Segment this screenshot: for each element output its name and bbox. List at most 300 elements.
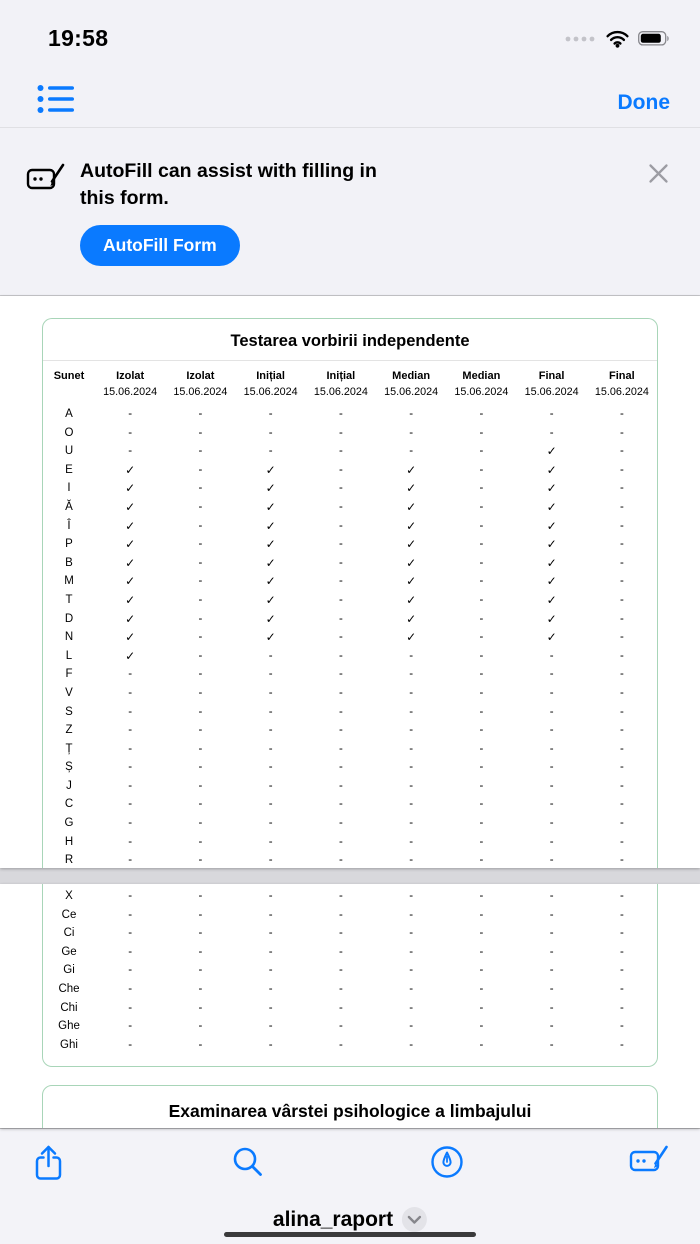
value-cell: ✓ [125, 592, 136, 607]
value-cell: - [338, 945, 343, 958]
value-cell: - [198, 445, 203, 458]
value-cell: - [128, 835, 133, 848]
search-button[interactable] [229, 1143, 266, 1180]
value-cell: - [198, 927, 203, 940]
value-cell: - [128, 1001, 133, 1014]
share-icon [30, 1143, 67, 1183]
value-cell: - [409, 890, 414, 902]
value-cell: - [479, 1038, 484, 1051]
value-cell: - [128, 908, 133, 921]
value-cell: - [619, 1038, 624, 1051]
value-cell: - [549, 426, 554, 439]
sound-cell: L [65, 649, 73, 662]
value-cell: - [409, 426, 414, 439]
value-cell: - [268, 445, 273, 458]
value-cell: - [198, 612, 203, 625]
value-cell: - [128, 705, 133, 718]
value-cell: - [479, 835, 484, 848]
value-cell: - [549, 408, 554, 420]
value-cell: - [549, 890, 554, 902]
value-cell: ✓ [265, 630, 276, 645]
value-cell: - [338, 593, 343, 606]
column-header: Izolat 15.06.2024 [173, 370, 228, 398]
value-cell: - [549, 1038, 554, 1051]
value-cell: - [338, 668, 343, 681]
value-cell: ✓ [406, 630, 417, 645]
value-cell: - [479, 908, 484, 921]
value-cell: - [619, 538, 624, 551]
value-cell: - [479, 500, 484, 513]
value-cell: - [549, 1020, 554, 1033]
value-cell: - [128, 817, 133, 830]
sound-cell: Ț [65, 742, 73, 755]
value-cell: - [268, 1020, 273, 1033]
value-cell: - [409, 742, 414, 755]
value-cell: - [198, 779, 203, 792]
table-header-row [43, 361, 657, 405]
status-bar [0, 0, 700, 54]
value-cell: - [619, 705, 624, 718]
value-cell: - [338, 482, 343, 495]
value-cell: ✓ [546, 592, 557, 607]
table-row [43, 1017, 657, 1036]
value-cell: - [409, 1001, 414, 1014]
value-cell: - [128, 854, 133, 867]
value-cell: - [198, 426, 203, 439]
sound-cell: S [65, 705, 73, 718]
value-cell: - [479, 724, 484, 737]
value-cell: - [198, 761, 203, 774]
done-button[interactable]: Done [617, 91, 670, 114]
sound-cell: P [65, 538, 73, 551]
home-indicator[interactable] [224, 1232, 476, 1238]
value-cell: - [619, 908, 624, 921]
value-cell: - [479, 817, 484, 830]
value-cell: - [268, 742, 273, 755]
value-cell: - [198, 964, 203, 977]
sound-cell: E [65, 463, 73, 476]
pdf-page-2 [0, 884, 700, 1128]
value-cell: - [409, 408, 414, 420]
value-cell: ✓ [125, 611, 136, 626]
search-icon [229, 1143, 266, 1180]
table-row [43, 924, 657, 943]
value-cell: - [338, 1038, 343, 1051]
value-cell: - [128, 445, 133, 458]
value-cell: - [198, 668, 203, 681]
value-cell: - [549, 854, 554, 867]
value-cell: - [268, 964, 273, 977]
markup-icon [428, 1143, 466, 1181]
sound-cell: F [65, 668, 73, 681]
value-cell: - [409, 964, 414, 977]
value-cell: - [619, 1020, 624, 1033]
speech-table-part2 [43, 887, 657, 1054]
sound-cell: Che [58, 982, 80, 995]
sound-cell: O [64, 426, 74, 439]
value-cell: - [198, 742, 203, 755]
value-cell: - [198, 835, 203, 848]
sound-cell: B [65, 556, 73, 569]
value-cell: ✓ [406, 574, 417, 589]
banner-close-button[interactable] [645, 160, 672, 187]
value-cell: - [198, 538, 203, 551]
value-cell: ✓ [546, 537, 557, 552]
value-cell: - [479, 575, 484, 588]
value-cell: - [479, 945, 484, 958]
value-cell: - [338, 649, 343, 662]
status-time: 19:58 [48, 25, 109, 51]
value-cell: - [268, 779, 273, 792]
value-cell: - [549, 835, 554, 848]
value-cell: - [128, 982, 133, 995]
column-header-sunet: Sunet [53, 370, 85, 382]
value-cell: ✓ [546, 555, 557, 570]
value-cell: ✓ [546, 630, 557, 645]
value-cell: - [409, 668, 414, 681]
value-cell: ✓ [406, 481, 417, 496]
value-cell: - [268, 798, 273, 811]
table-row [43, 703, 657, 722]
column-header: Final 15.06.2024 [594, 370, 649, 398]
value-cell: - [619, 798, 624, 811]
sound-cell: M [64, 575, 74, 588]
value-cell: - [128, 890, 133, 902]
value-cell: - [479, 705, 484, 718]
value-cell: - [409, 817, 414, 830]
value-cell: ✓ [125, 537, 136, 552]
value-cell: - [338, 835, 343, 848]
sound-cell: J [66, 779, 72, 792]
value-cell: - [619, 631, 624, 644]
value-cell: - [128, 779, 133, 792]
table-row [43, 961, 657, 980]
value-cell: - [128, 945, 133, 958]
value-cell: - [619, 463, 624, 476]
value-cell: - [338, 575, 343, 588]
value-cell: - [479, 538, 484, 551]
table-row [43, 740, 657, 759]
sound-cell: C [64, 798, 74, 811]
value-cell: ✓ [265, 462, 276, 477]
value-cell: - [268, 927, 273, 940]
value-cell: - [549, 798, 554, 811]
table-row [43, 999, 657, 1018]
value-cell: - [619, 593, 624, 606]
value-cell: ✓ [406, 611, 417, 626]
value-cell: - [619, 835, 624, 848]
value-cell: - [479, 890, 484, 902]
value-cell: - [338, 742, 343, 755]
table-row [43, 479, 657, 498]
autofill-message: AutoFill can assist with filling in this form. [80, 160, 377, 209]
value-cell: - [479, 1001, 484, 1014]
table-row [43, 442, 657, 461]
close-icon [645, 160, 672, 187]
pdf-content[interactable] [0, 296, 700, 1128]
sound-cell: Ghe [58, 1020, 80, 1033]
value-cell: - [268, 908, 273, 921]
value-cell: - [338, 1020, 343, 1033]
value-cell: - [549, 817, 554, 830]
table-row [43, 758, 657, 777]
value-cell: ✓ [265, 555, 276, 570]
value-cell: - [338, 724, 343, 737]
table-row [43, 851, 657, 868]
value-cell: - [619, 686, 624, 699]
value-cell: - [549, 705, 554, 718]
table-row [43, 684, 657, 703]
markup-button[interactable] [428, 1143, 466, 1181]
value-cell: - [619, 817, 624, 830]
value-cell: - [338, 519, 343, 532]
status-icons [563, 29, 670, 52]
value-cell: - [198, 575, 203, 588]
sound-cell: H [64, 835, 74, 848]
value-cell: ✓ [125, 630, 136, 645]
value-cell: ✓ [125, 481, 136, 496]
autofill-banner [0, 128, 700, 296]
value-cell: ✓ [406, 537, 417, 552]
value-cell: - [479, 927, 484, 940]
value-cell: - [338, 538, 343, 551]
sound-cell: Ă [65, 500, 73, 513]
table-row [43, 833, 657, 852]
value-cell: - [338, 854, 343, 867]
value-cell: - [479, 742, 484, 755]
value-cell: - [549, 1001, 554, 1014]
column-header: Median 15.06.2024 [454, 370, 509, 398]
value-cell: - [268, 668, 273, 681]
value-cell: - [198, 1001, 203, 1014]
value-cell: - [549, 964, 554, 977]
table-row [43, 461, 657, 480]
value-cell: ✓ [406, 462, 417, 477]
value-cell: - [409, 724, 414, 737]
table-row [43, 591, 657, 610]
column-header: Inițial 15.06.2024 [243, 370, 298, 398]
value-cell: - [268, 705, 273, 718]
value-cell: - [479, 408, 484, 420]
value-cell: ✓ [265, 611, 276, 626]
value-cell: - [128, 1020, 133, 1033]
value-cell: - [479, 463, 484, 476]
value-cell: - [479, 761, 484, 774]
next-section-box [42, 1085, 658, 1128]
autofill-form-button[interactable]: AutoFill Form [80, 225, 240, 266]
value-cell: - [198, 890, 203, 902]
value-cell: - [409, 854, 414, 867]
speech-test-table [42, 318, 658, 868]
value-cell: - [338, 817, 343, 830]
value-cell: - [619, 482, 624, 495]
value-cell: - [268, 854, 273, 867]
value-cell: - [549, 668, 554, 681]
value-cell: - [198, 1038, 203, 1051]
value-cell: - [549, 779, 554, 792]
value-cell: - [268, 890, 273, 902]
value-cell: - [128, 964, 133, 977]
sound-cell: T [65, 593, 73, 606]
value-cell: - [198, 854, 203, 867]
table-title: Testarea vorbirii independente [43, 319, 657, 361]
value-cell: - [128, 408, 133, 420]
value-cell: - [409, 1038, 414, 1051]
value-cell: - [338, 463, 343, 476]
value-cell: - [198, 817, 203, 830]
value-cell: - [268, 649, 273, 662]
value-cell: - [619, 779, 624, 792]
value-cell: ✓ [265, 481, 276, 496]
value-cell: - [479, 854, 484, 867]
table-row [43, 610, 657, 629]
value-cell: ✓ [546, 481, 557, 496]
value-cell: - [479, 556, 484, 569]
value-cell: - [128, 742, 133, 755]
value-cell: ✓ [406, 518, 417, 533]
value-cell: ✓ [265, 499, 276, 514]
autofill-button[interactable] [628, 1143, 670, 1177]
value-cell: - [198, 649, 203, 662]
value-cell: - [619, 649, 624, 662]
value-cell: - [268, 945, 273, 958]
value-cell: - [619, 668, 624, 681]
value-cell: ✓ [125, 648, 136, 663]
value-cell: - [268, 761, 273, 774]
value-cell: - [128, 927, 133, 940]
value-cell: - [619, 1001, 624, 1014]
value-cell: - [479, 631, 484, 644]
speech-test-table-continued [42, 884, 658, 1067]
value-cell: - [338, 408, 343, 420]
column-header: Inițial 15.06.2024 [313, 370, 368, 398]
value-cell: - [619, 575, 624, 588]
sound-cell: Ghi [60, 1038, 78, 1051]
value-cell: - [619, 964, 624, 977]
value-cell: - [198, 1020, 203, 1033]
value-cell: - [338, 631, 343, 644]
value-cell: - [268, 408, 273, 420]
value-cell: - [409, 798, 414, 811]
table-row [43, 665, 657, 684]
value-cell: - [549, 761, 554, 774]
value-cell: - [338, 890, 343, 902]
value-cell: - [198, 500, 203, 513]
value-cell: - [549, 945, 554, 958]
value-cell: - [198, 724, 203, 737]
sound-cell: Î [67, 519, 71, 532]
value-cell: - [338, 705, 343, 718]
value-cell: - [619, 556, 624, 569]
value-cell: ✓ [125, 518, 136, 533]
value-cell: - [479, 445, 484, 458]
value-cell: - [619, 982, 624, 995]
table-row [43, 405, 657, 424]
value-cell: - [338, 798, 343, 811]
value-cell: - [409, 927, 414, 940]
value-cell: - [479, 668, 484, 681]
value-cell: - [198, 908, 203, 921]
value-cell: - [198, 519, 203, 532]
value-cell: - [409, 445, 414, 458]
value-cell: - [268, 817, 273, 830]
pdf-page-1 [0, 296, 700, 868]
sound-cell: Ci [63, 927, 75, 940]
sound-cell: N [64, 631, 74, 644]
value-cell: - [549, 908, 554, 921]
table-body-page2 [43, 887, 657, 1054]
value-cell: - [128, 668, 133, 681]
value-cell: - [409, 779, 414, 792]
sound-cell: X [65, 890, 73, 902]
value-cell: - [198, 705, 203, 718]
autofill-icon [628, 1143, 670, 1177]
toc-list-icon [36, 83, 76, 115]
value-cell: - [409, 835, 414, 848]
column-header: Izolat 15.06.2024 [103, 370, 158, 398]
value-cell: - [479, 779, 484, 792]
value-cell: - [409, 945, 414, 958]
value-cell: - [619, 945, 624, 958]
share-button[interactable] [30, 1143, 67, 1183]
value-cell: - [409, 1020, 414, 1033]
value-cell: - [409, 649, 414, 662]
value-cell: - [198, 686, 203, 699]
value-cell: ✓ [265, 518, 276, 533]
value-cell: ✓ [125, 574, 136, 589]
value-cell: - [268, 835, 273, 848]
value-cell: ✓ [125, 499, 136, 514]
table-row [43, 906, 657, 925]
value-cell: - [128, 761, 133, 774]
value-cell: - [268, 426, 273, 439]
sound-cell: Ș [65, 761, 73, 774]
sound-cell: Ce [61, 908, 77, 921]
value-cell: - [479, 1020, 484, 1033]
value-cell: - [198, 631, 203, 644]
value-cell: - [479, 593, 484, 606]
table-row [43, 647, 657, 666]
wifi-icon [605, 29, 630, 48]
value-cell: - [479, 798, 484, 811]
value-cell: ✓ [546, 444, 557, 459]
value-cell: - [409, 705, 414, 718]
sound-cell: Ge [61, 945, 77, 958]
toc-button[interactable] [36, 83, 76, 115]
table-row [43, 1036, 657, 1055]
value-cell: - [549, 649, 554, 662]
value-cell: - [268, 724, 273, 737]
table-row [43, 554, 657, 573]
table-row [43, 424, 657, 443]
value-cell: - [479, 482, 484, 495]
document-title-menu[interactable] [273, 1207, 427, 1232]
value-cell: - [338, 982, 343, 995]
value-cell: - [128, 798, 133, 811]
value-cell: - [268, 686, 273, 699]
value-cell: - [619, 445, 624, 458]
value-cell: - [338, 556, 343, 569]
battery-icon [638, 31, 670, 46]
value-cell: - [479, 686, 484, 699]
value-cell: - [549, 927, 554, 940]
value-cell: ✓ [406, 555, 417, 570]
value-cell: ✓ [125, 555, 136, 570]
table-row [43, 721, 657, 740]
value-cell: - [128, 1038, 133, 1051]
sound-cell: Gi [63, 964, 75, 977]
table-row [43, 777, 657, 796]
